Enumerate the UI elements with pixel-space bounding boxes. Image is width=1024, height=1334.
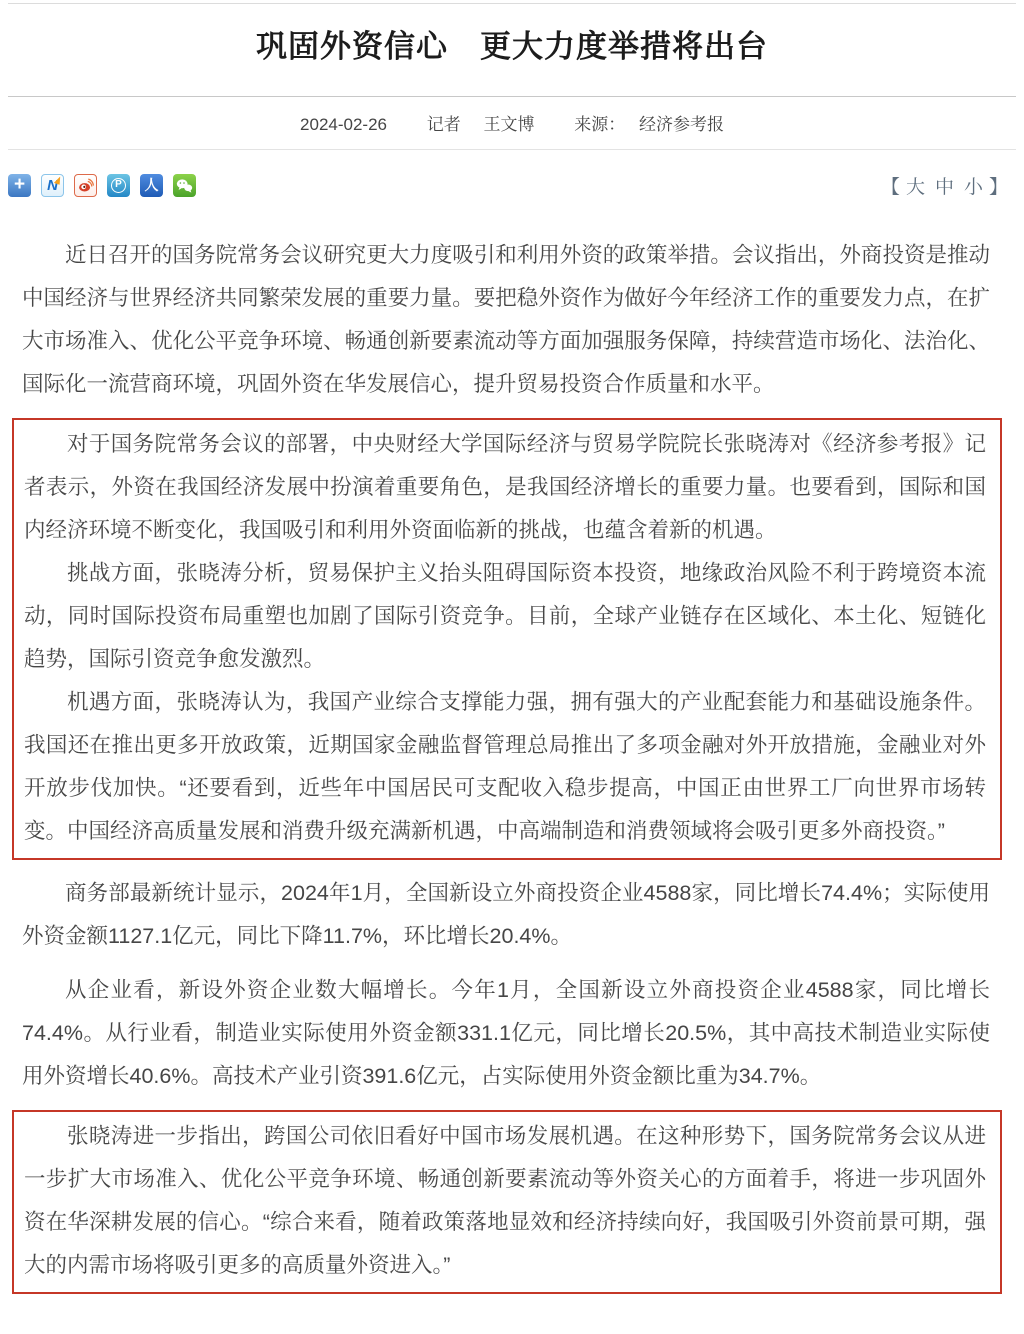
- article-header: [8, 4, 1016, 97]
- paragraph: 机遇方面，张晓涛认为，我国产业综合支撑能力强，拥有强大的产业配套能力和基础设施条件。我国还在推出更多开放政策，近期国家金融监督管理总局推出了多项金融对外开放措施，金融业对外开放步伐加快。“还要看到，近些年中国居民可支配收入稳步提高，中国正由世界工厂向世界市场转变。中国经济高质量发展和消费升级充满新机遇，中高端制造和消费领域将会吸引更多外商投资。”: [24, 690, 986, 843]
- reporter-name: 王文博: [483, 115, 535, 134]
- font-size-controls: [881, 172, 1010, 199]
- fontsize-open-bracket: 【: [880, 176, 902, 198]
- highlight-box: [12, 418, 1002, 860]
- article-body: [22, 234, 990, 1294]
- paragraph: 对于国务院常务会议的部署，中央财经大学国际经济与贸易学院院长张晓涛对《经济参考报》记者表示，外资在我国经济发展中扮演着重要角色，是我国经济增长的重要力量。也要看到，国际和国内经济环境不断变化，我国吸引和利用外资面临新的挑战，也蕴含着新的机遇。: [24, 432, 986, 542]
- n-bookmark-icon[interactable]: N: [41, 174, 64, 197]
- paragraph: 商务部最新统计显示，2024年1月，全国新设立外商投资企业4588家，同比增长74.4%；实际使用外资金额1127.1亿元，同比下降11.7%，环比增长20.4%。: [22, 881, 990, 948]
- toolbar: [8, 172, 1010, 198]
- share-expand-icon[interactable]: +: [8, 174, 31, 197]
- paragraph: 从企业看，新设外资企业数大幅增长。今年1月，全国新设立外商投资企业4588家，同比增长74.4%。从行业看，制造业实际使用外资金额331.1亿元，同比增长20.5%，其中高技术制造业实际使用外资增长40.6%。高技术产业引资391.6亿元，占实际使用外资金额比重为34.7%。: [22, 978, 990, 1088]
- article-date: 2024-02-26: [300, 115, 388, 134]
- font-size-medium[interactable]: 中: [934, 176, 956, 198]
- sina-weibo-icon[interactable]: [74, 174, 97, 197]
- share-toolbar: [8, 174, 196, 197]
- font-size-large[interactable]: 大: [905, 176, 927, 198]
- paragraph: 近日召开的国务院常务会议研究更大力度吸引和利用外资的政策举措。会议指出，外商投资是推动中国经济与世界经济共同繁荣发展的重要力量。要把稳外资作为做好今年经济工作的重要发力点，在扩大市场准入、优化公平竞争环境、畅通创新要素流动等方面加强服务保障，持续营造市场化、法治化、国际化一流营商环境，巩固外资在华发展信心，提升贸易投资合作质量和水平。: [22, 243, 990, 396]
- source-label: 来源：: [574, 115, 626, 134]
- paragraph: 张晓涛进一步指出，跨国公司依旧看好中国市场发展机遇。在这种形势下，国务院常务会议从进一步扩大市场准入、优化公平竞争环境、畅通创新要素流动等外资关心的方面着手，将进一步巩固外资在华深耕发展的信心。“综合来看，随着政策落地显效和经济持续向好，我国吸引外资前景可期，强大的内需市场将吸引更多的高质量外资进入。”: [24, 1124, 986, 1277]
- font-size-small[interactable]: 小: [963, 176, 985, 198]
- paragraph: 挑战方面，张晓涛分析，贸易保护主义抬头阻碍国际资本投资，地缘政治风险不利于跨境资本流动，同时国际投资布局重塑也加剧了国际引资竞争。目前，全球产业链存在区域化、本土化、短链化趋势，国际引资竞争愈发激烈。: [24, 561, 986, 671]
- pengyou-icon[interactable]: P: [107, 174, 130, 197]
- source-name: 经济参考报: [638, 115, 724, 134]
- highlight-box: [12, 1110, 1002, 1294]
- reporter-label: 记者: [426, 115, 461, 134]
- article-meta: [8, 97, 1016, 150]
- renren-icon[interactable]: 人: [140, 174, 163, 197]
- wechat-icon[interactable]: [173, 174, 196, 197]
- page-title: 巩固外资信心 更大力度举措将出台: [256, 29, 768, 64]
- fontsize-close-bracket: 】: [988, 176, 1010, 198]
